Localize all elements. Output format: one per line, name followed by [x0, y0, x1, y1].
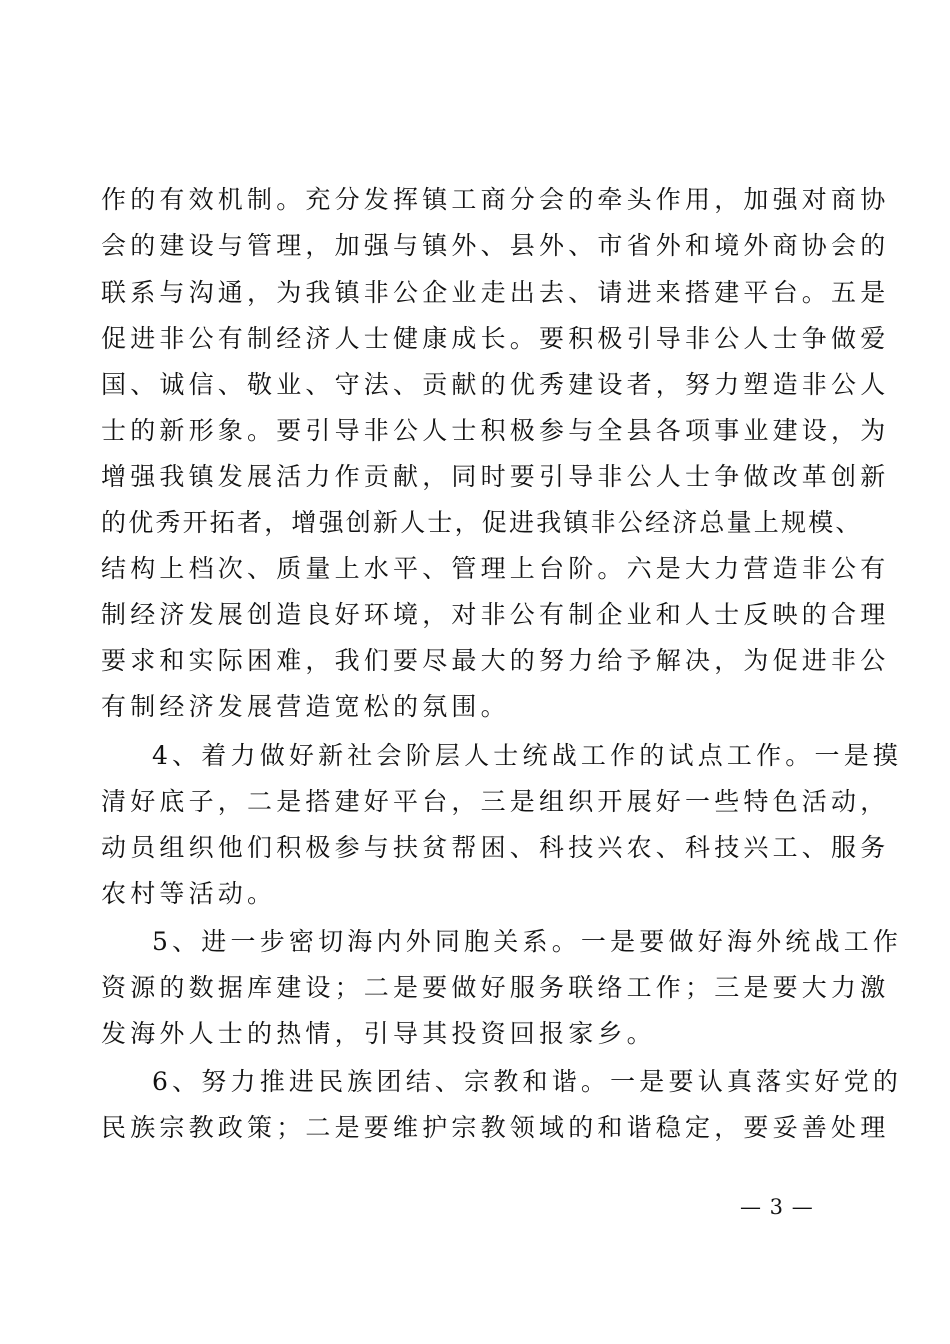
page-number: — 3 —: [740, 1195, 814, 1219]
paragraph-2-line-3: 动员组织他们积极参与扶贫帮困、科技兴农、科技兴工、服务: [101, 833, 890, 862]
paragraph-1-line-9: 结构上档次、质量上水平、管理上台阶。六是大力营造非公有: [101, 554, 890, 583]
paragraph-3-line-2: 资源的数据库建设；二是要做好服务联络工作；三是要大力激: [101, 973, 890, 1002]
paragraph-1-line-5: 国、诚信、敬业、守法、贡献的优秀建设者，努力塑造非公人: [101, 370, 890, 399]
paragraph-1-line-3: 联系与沟通，为我镇非公企业走出去、请进来搭建平台。五是: [101, 278, 890, 307]
paragraph-2-line-4: 农村等活动。: [101, 879, 277, 908]
paragraph-3-line-3: 发海外人士的热情，引导其投资回报家乡。: [101, 1019, 656, 1048]
paragraph-1-line-7: 增强我镇发展活力作贡献，同时要引导非公人士争做改革创新: [101, 462, 890, 491]
paragraph-4-line-2: 民族宗教政策；二是要维护宗教领域的和谐稳定，要妥善处理: [101, 1113, 890, 1142]
paragraph-1-line-8: 的优秀开拓者，增强创新人士，促进我镇非公经济总量上规模、: [101, 508, 863, 537]
paragraph-2-line-2: 清好底子，二是搭建好平台，三是组织开展好一些特色活动，: [101, 787, 890, 816]
paragraph-1-line-4: 促进非公有制经济人士健康成长。要积极引导非公人士争做爱: [101, 324, 890, 353]
paragraph-1-line-12: 有制经济发展营造宽松的氛围。: [101, 692, 510, 721]
paragraph-4-line-1: 6、努力推进民族团结、宗教和谐。一是要认真落实好党的: [152, 1067, 903, 1096]
paragraph-1-line-11: 要求和实际困难，我们要尽最大的努力给予解决，为促进非公: [101, 646, 890, 675]
paragraph-1-line-1: 作的有效机制。充分发挥镇工商分会的牵头作用，加强对商协: [101, 185, 890, 214]
paragraph-3-line-1: 5、进一步密切海内外同胞关系。一是要做好海外统战工作: [152, 927, 903, 956]
paragraph-1-line-10: 制经济发展创造良好环境，对非公有制企业和人士反映的合理: [101, 600, 890, 629]
paragraph-1-line-6: 士的新形象。要引导非公人士积极参与全县各项事业建设，为: [101, 416, 890, 445]
paragraph-2-line-1: 4、着力做好新社会阶层人士统战工作的试点工作。一是摸: [152, 741, 903, 770]
paragraph-1-line-2: 会的建设与管理，加强与镇外、县外、市省外和境外商协会的: [101, 231, 890, 260]
